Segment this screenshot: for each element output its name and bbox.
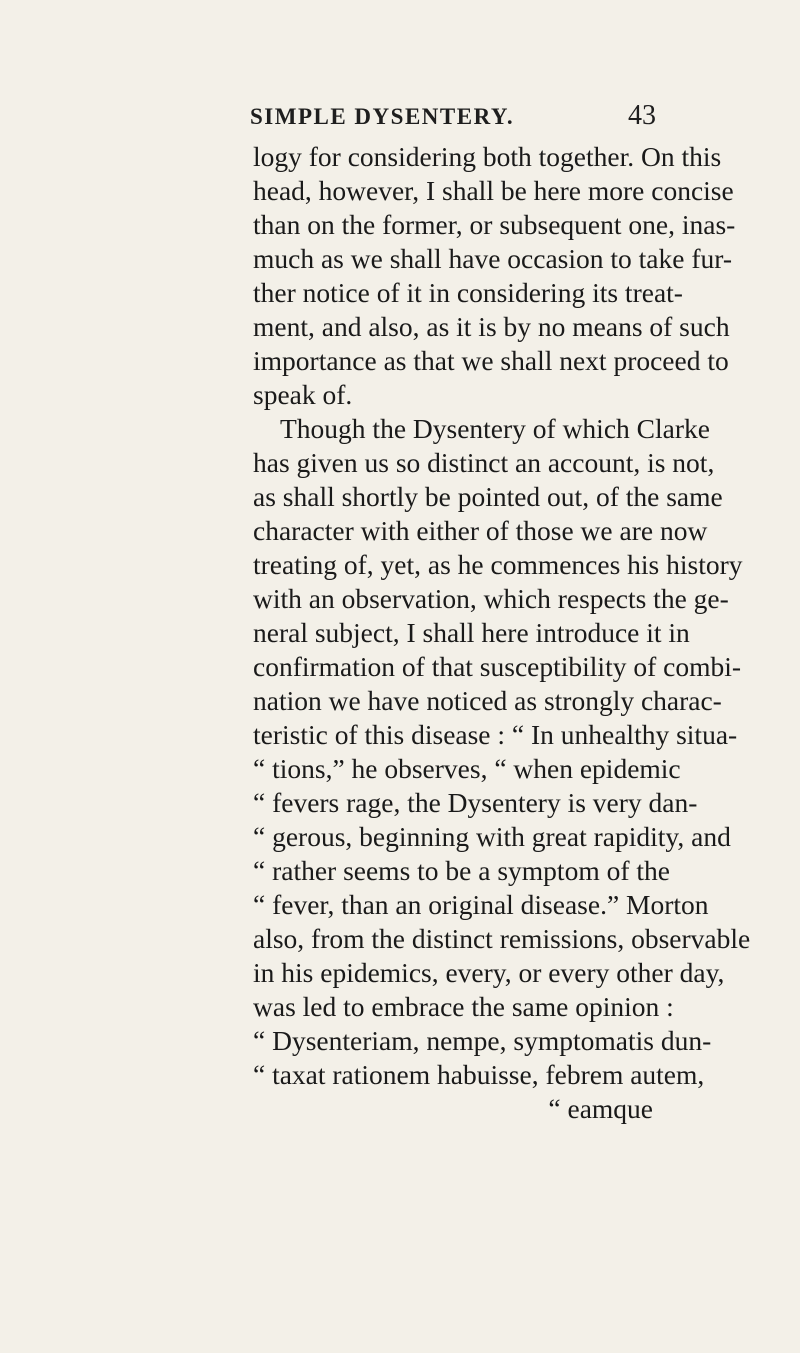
text-line: was led to embrace the same opinion : [253,991,674,1022]
text-line: “ tions,” he observes, “ when epidemic [253,753,681,784]
text-line: ther notice of it in considering its treat- [253,277,683,308]
text-line: “ fever, than an original disease.” Morton [253,889,709,920]
text-line: “ rather seems to be a symptom of the [253,855,670,886]
text-line: logy for considering both together. On this [253,141,722,172]
text-line: as shall shortly be pointed out, of the same [253,481,723,512]
running-head: SIMPLE DYSENTERY. [250,104,515,129]
text-line: “ Dysenteriam, nempe, symptomatis dun- [253,1025,712,1056]
text-line: speak of. [253,379,353,410]
text-line: ment, and also, as it is by no means of such [253,311,730,342]
catchword: “ eamque [548,1093,653,1124]
text-line: confirmation of that susceptibility of combi- [253,651,742,682]
text-line: in his epidemics, every, or every other day, [253,957,725,988]
text-line: treating of, yet, as he commences his history [253,549,743,580]
text-line: “ fevers rage, the Dysentery is very dan- [253,787,698,818]
text-line: “ gerous, beginning with great rapidity, and [253,821,731,852]
text-line: much as we shall have occasion to take fur- [253,243,732,274]
text-line: importance as that we shall next proceed to [253,345,729,376]
text-line: Though the Dysentery of which Clarke [280,413,710,444]
text-line: than on the former, or subsequent one, inas- [253,209,736,240]
text-line: with an observation, which respects the ge- [253,583,729,614]
page-number: 43 [628,100,656,131]
text-line: also, from the distinct remissions, observable [253,923,751,954]
text-line: has given us so distinct an account, is not, [253,447,715,478]
text-line: head, however, I shall be here more concise [253,175,734,206]
text-line: “ taxat rationem habuisse, febrem autem, [253,1059,705,1090]
text-line: neral subject, I shall here introduce it in [253,617,690,648]
text-line: nation we have noticed as strongly charac- [253,685,722,716]
text-line: character with either of those we are now [253,515,708,546]
text-line: teristic of this disease : “ In unhealthy situa- [253,719,738,750]
